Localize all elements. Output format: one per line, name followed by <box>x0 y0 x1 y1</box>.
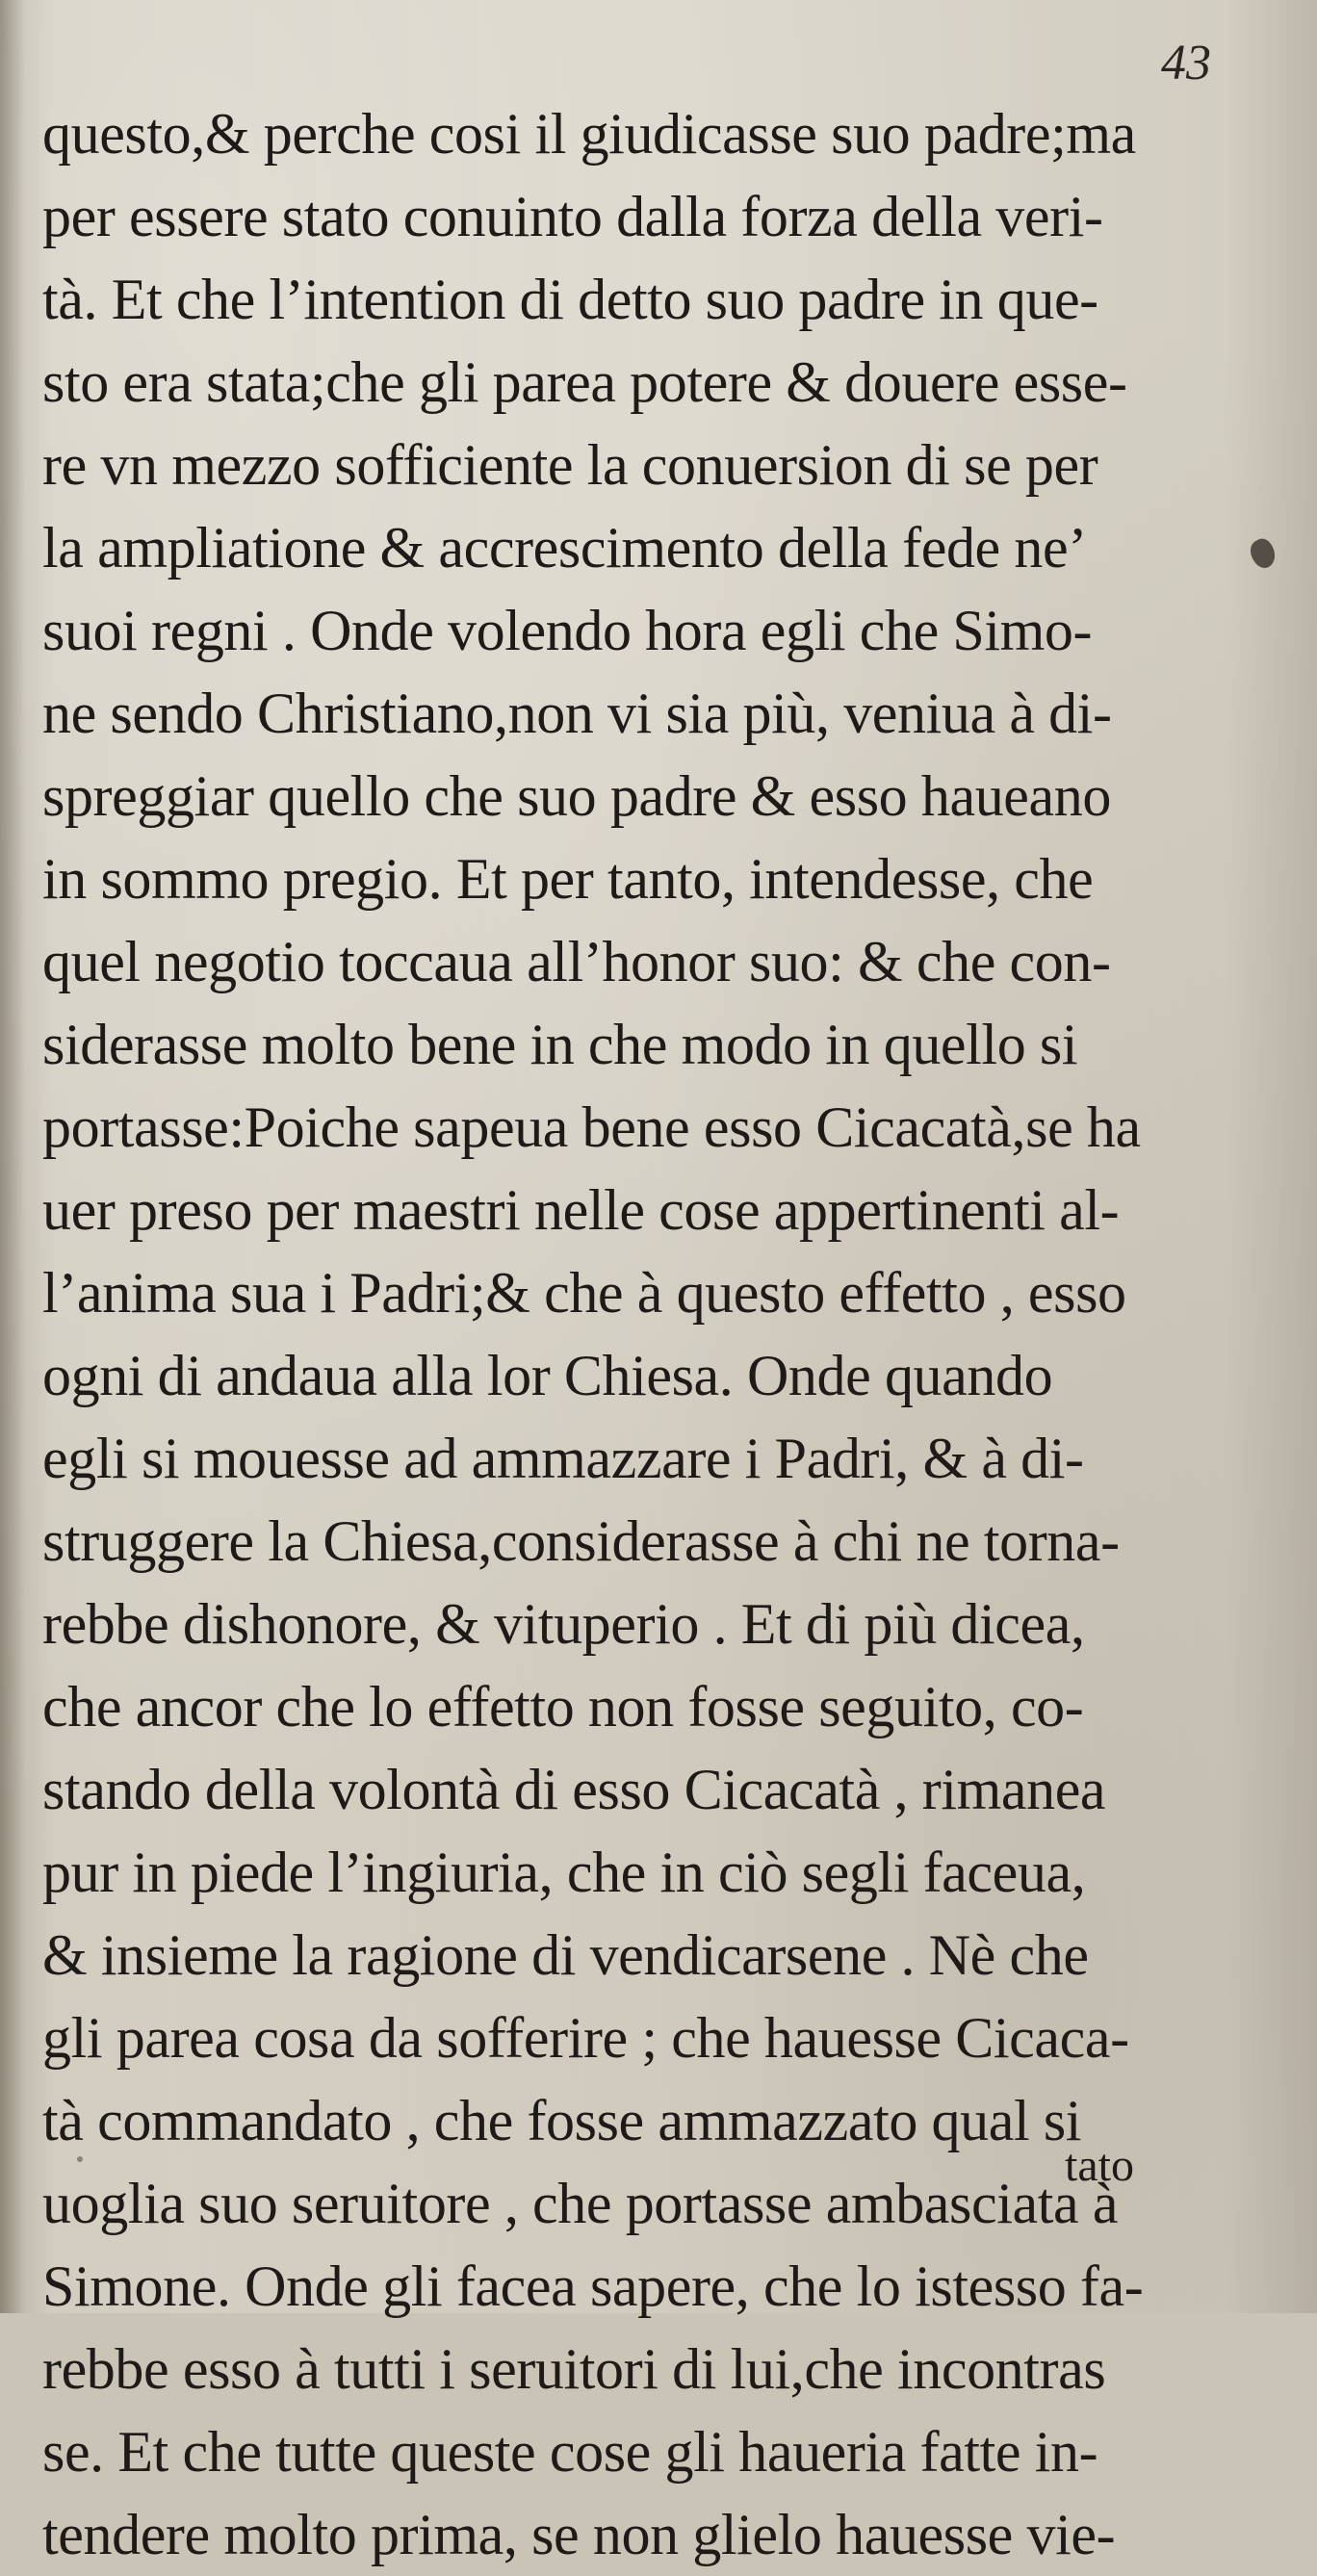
text-line: siderasse molto bene in che modo in quello si <box>42 1013 1078 1076</box>
text-line: questo,& perche cosi il giudicasse suo padre;ma <box>42 102 1136 166</box>
text-line: suoi regni . Onde volendo hora egli che Simo- <box>42 599 1093 662</box>
gutter-shadow <box>0 0 25 2313</box>
text-line: stando della volontà di esso Cicacatà , rimanea <box>42 1758 1106 1821</box>
text-line: tà commandato , che fosse ammazzato qual si <box>42 2089 1082 2152</box>
text-line: tendere molto prima, se non glielo hauesse vie- <box>42 2503 1116 2566</box>
text-line: uoglia suo seruitore , che portasse ambasciata à <box>42 2172 1119 2235</box>
text-line: sto era stata;che gli parea potere & douere esse- <box>42 350 1127 414</box>
text-line: se. Et che tutte queste cose gli haueria fatte in- <box>42 2420 1098 2484</box>
text-line: tà. Et che l’intention di detto suo padre in que- <box>42 268 1098 331</box>
text-line: Simone. Onde gli facea sapere, che lo istesso fa- <box>42 2254 1144 2318</box>
text-line: re vn mezzo sofficiente la conuersion di se per <box>42 433 1098 497</box>
text-line: che ancor che lo effetto non fosse seguito, co- <box>42 1675 1084 1739</box>
text-line: rebbe esso à tutti i seruitori di lui,che incontras <box>42 2337 1106 2401</box>
text-line: ne sendo Christiano,non vi sia più, veniua à di- <box>42 682 1112 745</box>
catchword: tato <box>1065 2140 1134 2191</box>
text-line: quel negotio toccaua all’honor suo: & che con- <box>42 930 1111 993</box>
text-line: uer preso per maestri nelle cose appertinenti al- <box>42 1178 1120 1242</box>
text-line: & insieme la ragione di vendicarsene . Nè che <box>42 1923 1089 1987</box>
text-line: pur in piede l’ingiuria, che in ciò segli faceua, <box>42 1841 1086 1904</box>
text-line: spreggiar quello che suo padre & esso haueano <box>42 764 1111 828</box>
text-line: in sommo pregio. Et per tanto, intendesse, che <box>42 847 1094 911</box>
text-line: l’anima sua i Padri;& che à questo effetto , esso <box>42 1261 1126 1325</box>
text-line: ogni di andaua alla lor Chiesa. Onde quando <box>42 1344 1053 1407</box>
text-line: portasse:Poiche sapeua bene esso Cicacatà,se ha <box>42 1095 1141 1159</box>
ink-dot <box>77 2156 83 2162</box>
page-number: 43 <box>1161 36 1211 90</box>
text-line: gli parea cosa da sofferire ; che hauesse Cicaca- <box>42 2006 1129 2070</box>
text-line: per essere stato conuinto dalla forza della veri- <box>42 185 1103 248</box>
text-line: egli si mouesse ad ammazzare i Padri, & à di- <box>42 1427 1084 1490</box>
text-line: struggere la Chiesa,considerasse à chi ne torna- <box>42 1509 1120 1573</box>
text-line: la ampliatione & accrescimento della fede ne’ <box>42 516 1087 580</box>
text-block <box>42 92 1159 2576</box>
ink-blot <box>1246 535 1280 572</box>
text-line: rebbe dishonore, & vituperio . Et di più dicea, <box>42 1592 1085 1656</box>
